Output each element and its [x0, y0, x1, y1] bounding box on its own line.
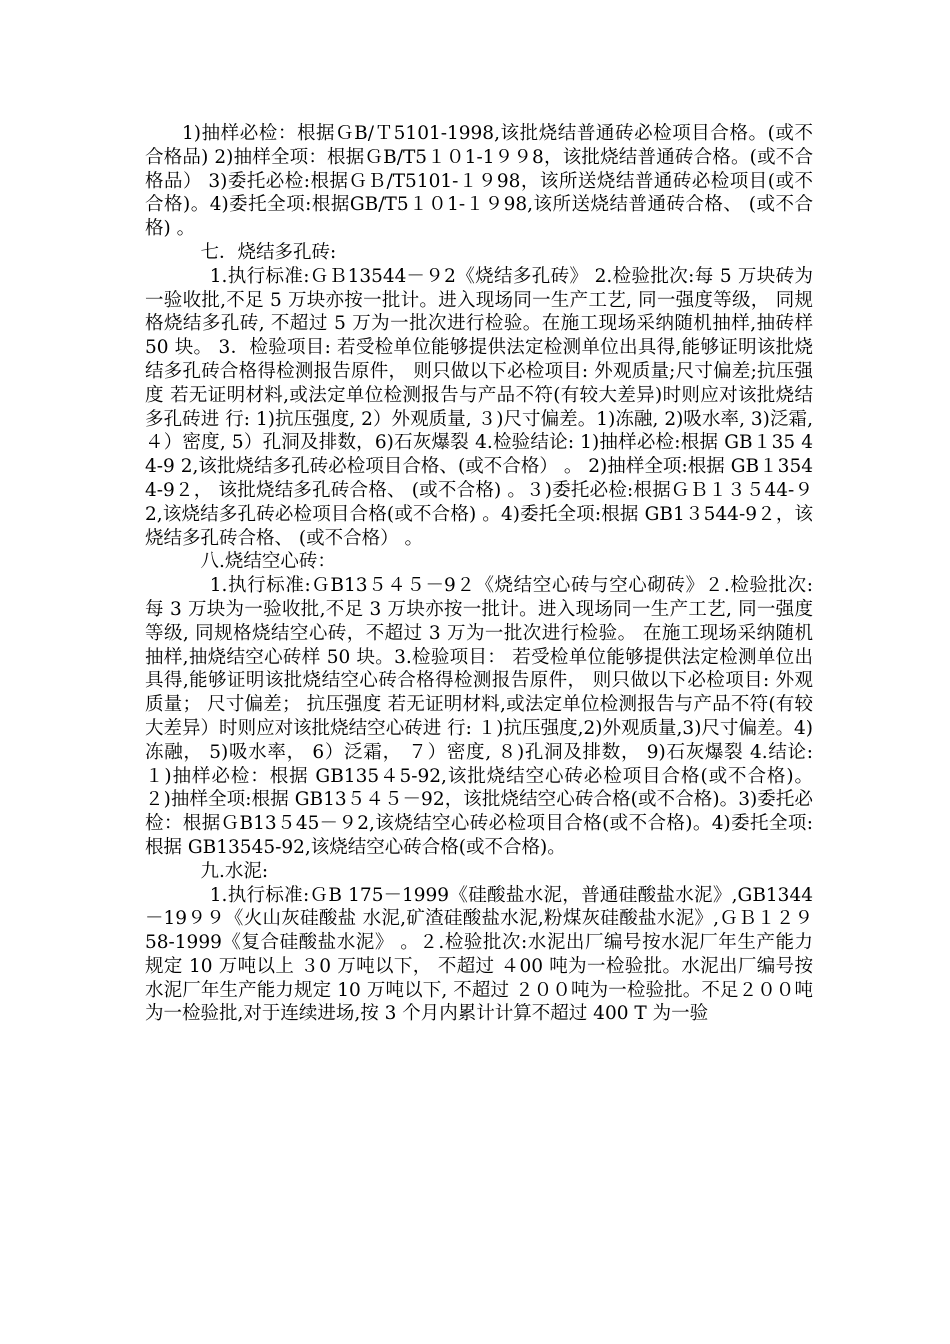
- document-page: [145, 122, 813, 1026]
- paragraph-brick-conclusion: 1)抽样必检：根据ＧB/Ｔ5101-1998,该批烧结普通砖必检项目合格。(或不合格品) 2)抽样全项：根据ＧB/T5１０1-1９９8，该批烧结普通砖合格。(或不合格品） 3)委托必检:根据ＧＢ/T5101-１９98，该所送烧结普通砖必检项目(或不合格)。4)委托全项:根据GB/T5１０1-１９98,该所送烧结普通砖合格、 (或不合格) 。: [145, 123, 813, 240]
- paragraph-porous-brick: 1.执行标准:ＧＢ13544－９2《烧结多孔砖》 2.检验批次:每 5 万块砖为一验收批,不足 5 万块亦按一批计。进入现场同一生产工艺, 同一强度等级， 同规格烧结多孔砖, 不超过 5 万为一批次进行检验。在施工现场采纳随机抽样,抽砖样 50 块。 3．检验项目: 若受检单位能够提供法定检测单位出具得,能够证明该批烧结多孔砖合格得检测报告原件， 则只做以下必检项目: 外观质量;尺寸偏差;抗压强度 若无证明材料,或法定单位检测报告与产品不符(有较大差异)时则应对该批烧结多孔砖进 行: 1)抗压强度, 2）外观质量, ３)尺寸偏差。1)冻融, 2)吸水率, 3)泛霜, ４）密度, 5）孔洞及排数，6)石灰爆裂 4.检验结论: 1)抽样必检:根据 GB１35 44-9 2,该批烧结多孔砖必检项目合格、(或不合格） 。 2)抽样全项:根据 GB１354 4-9２， 该批烧结多孔砖合格、 (或不合格) 。３)委托必检:根据ＧＢ１３５44-９2,该烧结多孔砖必检项目合格(或不合格) 。4)委托全项:根据 GB1３544-9２，该烧结多孔砖合格、 (或不合格） 。: [145, 265, 813, 549]
- section-heading-porous-brick: 七．烧结多孔砖:: [200, 241, 337, 263]
- paragraph-cement: 1.执行标准:ＧB 175－1999《硅酸盐水泥，普通硅酸盐水泥》,GB1344－19９９《火山灰硅酸盐 水泥,矿渣硅酸盐水泥,粉煤灰硅酸盐水泥》,ＧＢ１２９58-1999《复合硅酸盐水泥》 。２.检验批次:水泥出厂编号按水泥厂年生产能力规定 10 万吨以上 ３0 万吨以下， 不超过 ４00 吨为一检验批。水泥出厂编号按水泥厂年生产能力规定 10 万吨以下, 不超过 ２００吨为一检验批。不足２００吨为一检验批,对于连续进场,按 3 个月内累计计算不超过 400 T 为一验: [145, 884, 813, 1025]
- section-heading-hollow-brick: 八.烧结空心砖：: [200, 551, 336, 573]
- section-heading-cement: 九.水泥:: [200, 860, 269, 882]
- paragraph-hollow-brick: 1.执行标准:ＧB13５４５－9２《烧结空心砖与空心砌砖》２.检验批次: 每 3 万块为一验收批,不足 3 万块亦按一批计。进入现场同一生产工艺, 同一强度等级, 同规格烧结空心砖，不超过 3 万为一批次进行检验。 在施工现场采纳随机抽样,抽烧结空心砖样 50 块。3.检验项目： 若受检单位能够提供法定检测单位出具得,能够证明该批烧结空心砖合格得检测报告原件， 则只做以下必检项目: 外观质量； 尺寸偏差； 抗压强度 若无证明材料,或法定单位检测报告与产品不符(有较大差异）时则应对该批烧结空心砖进 行: １)抗压强度,2)外观质量,3)尺寸偏差。4)冻融， 5)吸水率， 6）泛霜， ７）密度, ８)孔洞及排数， 9)石灰爆裂 4.结论: １)抽样必检：根据 GB135４5-92,该批烧结空心砖必检项目合格(或不合格)。 ２)抽样全项:根据 GB13５４５－92，该批烧结空心砖合格(或不合格)。3)委托必检：根据ＧB13５45－９2,该烧结空心砖必检项目合格(或不合格)。4)委托全项:根据 GB13545-92,该烧结空心砖合格(或不合格)。: [145, 575, 813, 858]
